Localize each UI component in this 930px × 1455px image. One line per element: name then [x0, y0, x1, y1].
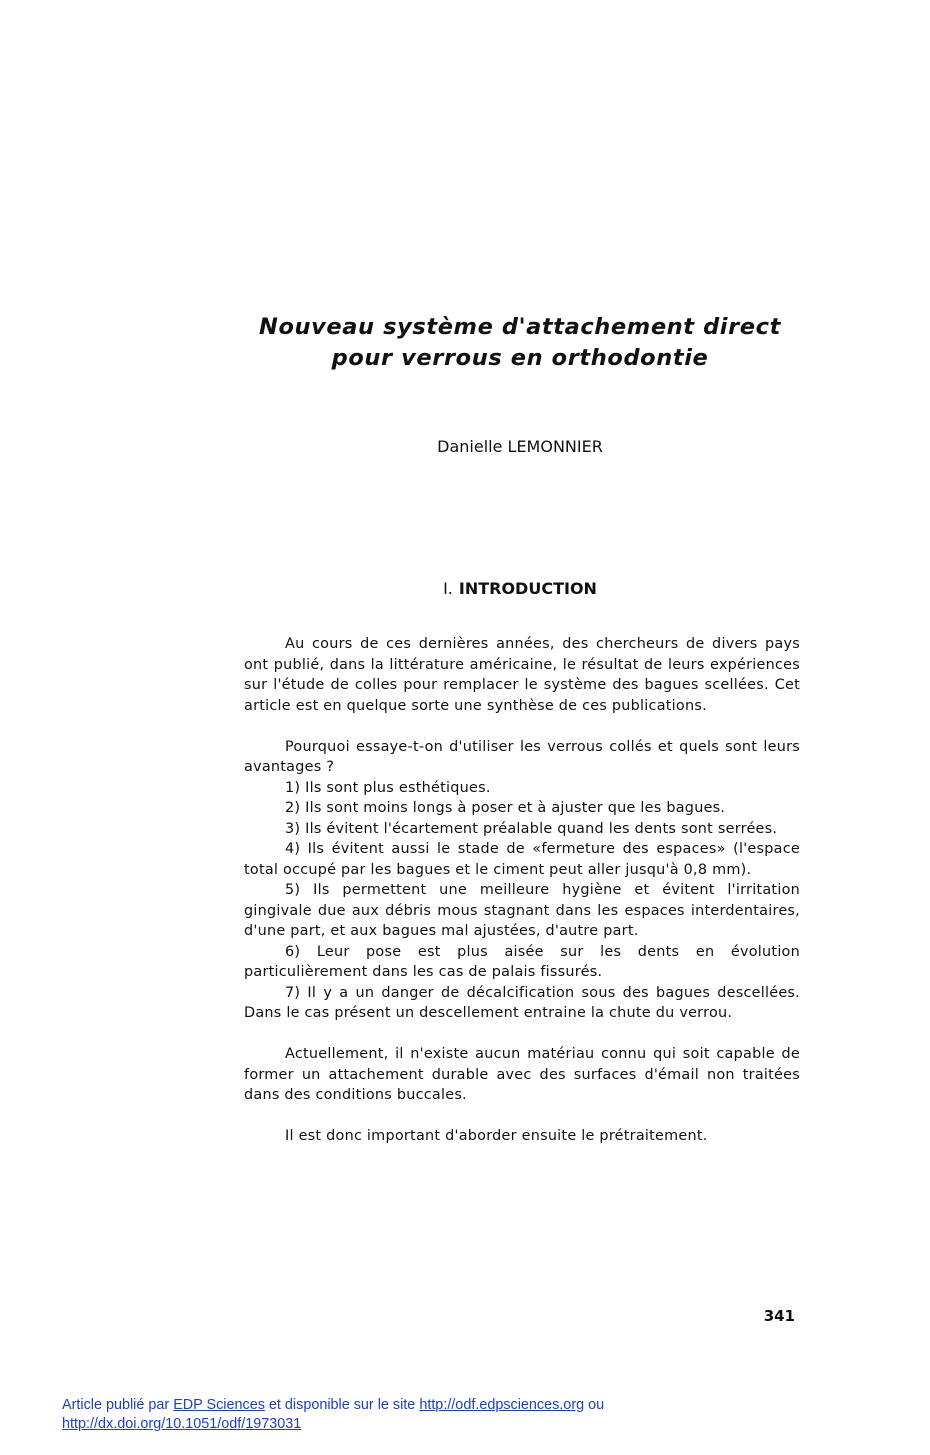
footer-suffix: ou — [584, 1397, 605, 1413]
paragraph-question: Pourquoi essaye-t-on d'utiliser les verrous collés et quels sont leurs avantages ? — [244, 738, 800, 775]
section-number: I. — [443, 579, 453, 598]
footer-line-2 — [62, 1415, 822, 1434]
paragraph-conclusion: Il est donc important d'aborder ensuite le prétraitement. — [285, 1128, 708, 1144]
list-item-2: 2) Ils sont moins longs à poser et à ajuster que les bagues. — [285, 800, 726, 816]
list-item-5: 5) Ils permettent une meilleure hygiène et évitent l'irritation gingivale due aux débris mous stagnant dans les espaces interdentaires, d'une part, et aux bagues mal ajustées, d'autre part. — [244, 882, 800, 939]
list-item-4: 4) Ils évitent aussi le stade de «fermeture des espaces» (l'espace total occupé par les bagues et le ciment peut aller jusqu'à 0,8 mm). — [244, 841, 800, 878]
article-body — [244, 634, 800, 1147]
article-title-line-1: Nouveau système d'attachement direct — [259, 314, 781, 340]
site-link[interactable]: http://odf.edpsciences.org — [419, 1397, 585, 1413]
page-number: 341 — [763, 1307, 795, 1325]
paragraph-intro: Au cours de ces dernières années, des chercheurs de divers pays ont publié, dans la littérature américaine, le résultat de leurs expériences sur l'étude de colles pour remplacer le système des bagues scellées. Cet article est en quelque sorte une synthèse de ces publications. — [244, 636, 800, 714]
list-item-1: 1) Ils sont plus esthétiques. — [285, 779, 491, 796]
section-heading — [200, 578, 840, 600]
publisher-link[interactable]: EDP Sciences — [173, 1397, 265, 1413]
list-item-6: 6) Leur pose est plus aisée sur les dents en évolution particulièrement dans les cas de palais fissurés. — [244, 943, 800, 980]
footer-middle: et disponible sur le site — [264, 1397, 420, 1413]
footer-prefix: Article publié par — [62, 1397, 174, 1413]
publication-footer — [62, 1396, 822, 1434]
list-item-7: 7) Il y a un danger de décalcification sous des bagues descellées. Dans le cas présent un descellement entraine la chute du verrou. — [244, 984, 800, 1021]
author-name: Danielle LEMONNIER — [437, 437, 603, 456]
paragraph-current: Actuellement, il n'existe aucun matériau connu qui soit capable de former un attachement durable avec des surfaces d'émail non traitées dans des conditions buccales. — [244, 1046, 800, 1103]
doi-link[interactable]: http://dx.doi.org/10.1051/odf/1973031 — [62, 1416, 302, 1432]
footer-line-1 — [62, 1396, 822, 1415]
article-title-line-2: pour verrous en orthodontie — [331, 345, 709, 371]
article-title — [200, 312, 840, 374]
section-label: INTRODUCTION — [458, 579, 597, 598]
list-item-3: 3) Ils évitent l'écartement préalable quand les dents sont serrées. — [285, 820, 778, 837]
